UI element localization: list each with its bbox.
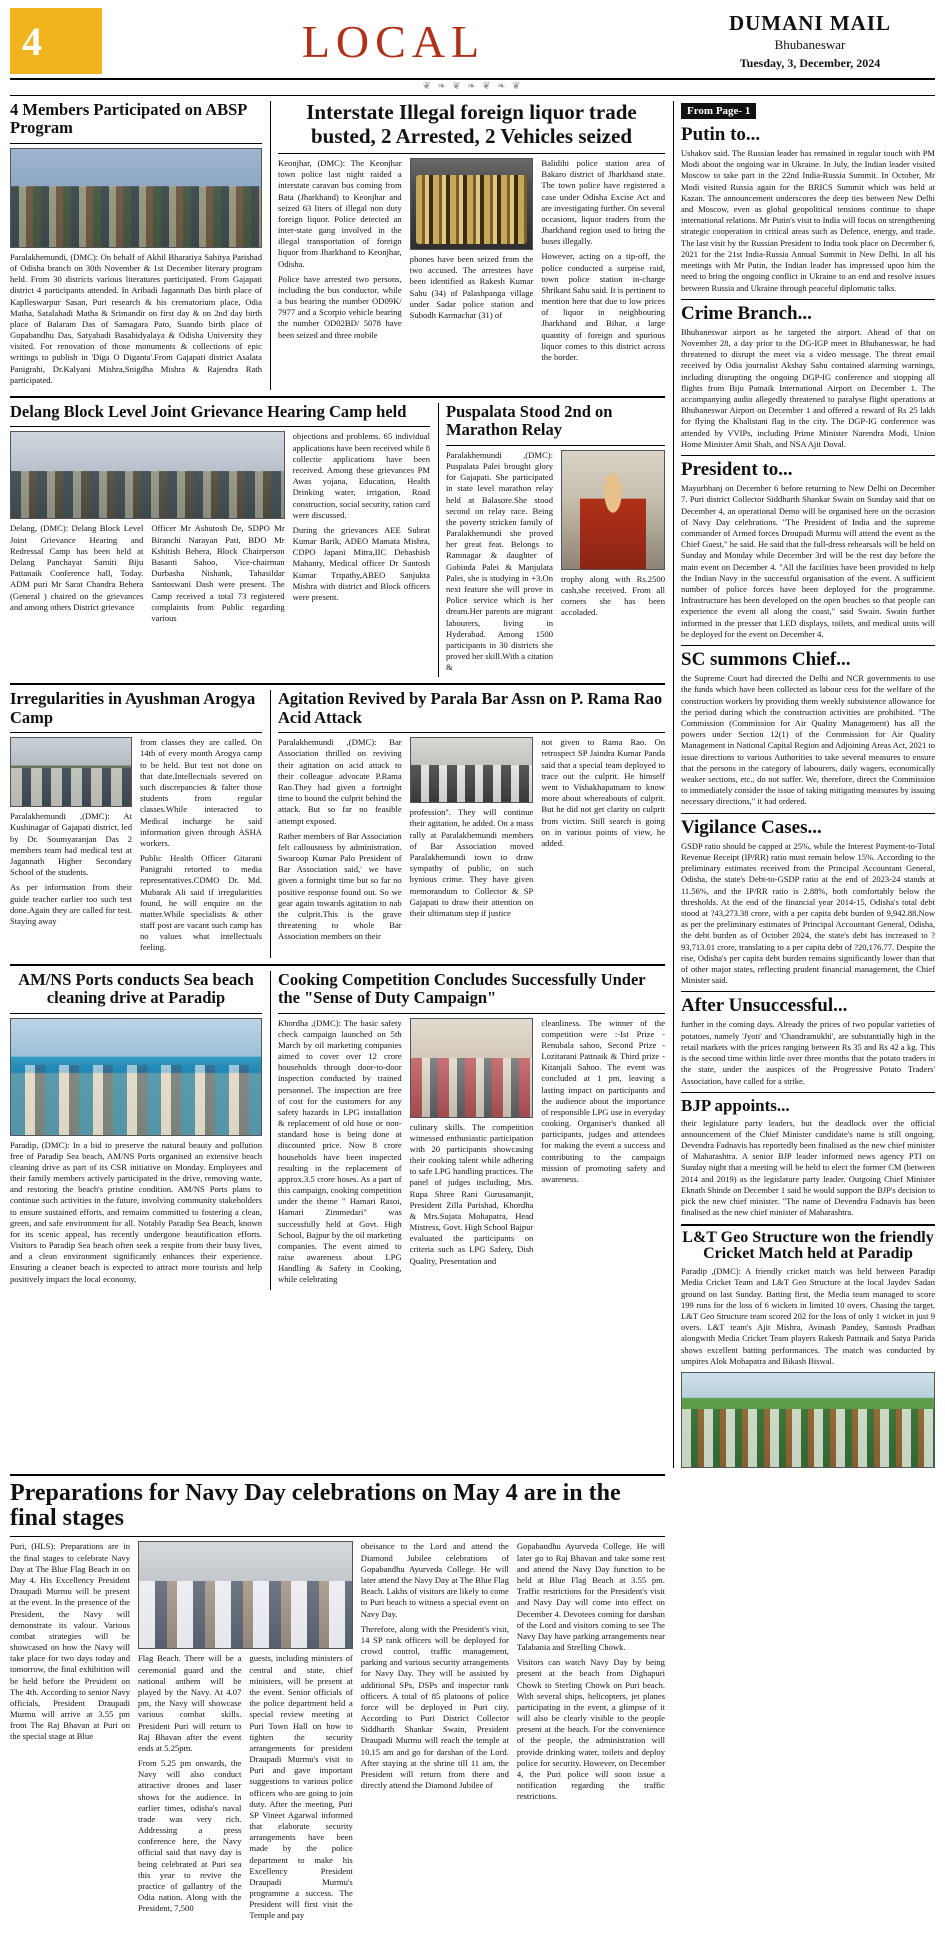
navy-col4b: Therefore, along with the President's visit, 14 SP rank officers will be deployed for crowd control, traffic management, parking and various security arrangements for Navy Day. They will be assisted by additional SPs, DSPs and inspector rank officers. A total of 85 platoons of police force will be deployed in Puri city. According to Puri District Collector Siddharth Shankar Swain, President Draupadi Murmu will reach the temple at 10.15 am and go for darshan of the Lord. After staying at the shrine till 11 am, the President will return from there and directly attend the Diamond Jubilee of: [360, 1623, 509, 1791]
bar-col1b: Rather members of Bar Association felt callousness by administration. Swaroop Kumar Palo President of Bar Association said,' we have given a fortnight time but so far no positive response found out. So we gear again towards agitation to nab the culprit.This is the grave threatening to whole Bar Association members on their: [278, 830, 402, 942]
masthead: [10, 8, 935, 80]
navy-photo: [138, 1541, 353, 1649]
article-delang: [10, 403, 430, 677]
cooking-photo: [410, 1018, 534, 1118]
navy-col1: Puri, (HLS): Preparations are in the final stages to celebrate Navy Day at The Blue Flag Beach in on May 4. His Excellency President Draupadi Murmu will be present at the event. In the presence of the President, the Navy will demonstrate its valour. Various combat strategies will be showcased on how the Navy will take place for two days today and tomorrow, the final exhibition will be held before the President on The 4th. According to senior Navy officials, President Draupadi Murmu will arrive at 3.55 pm from The Raj Bhavan at Puri on the special stage at Blue: [10, 1541, 130, 1742]
cricket-photo: [681, 1372, 935, 1468]
navy-headline: Preparations for Navy Day celebrations on May 4 are in the final stages: [10, 1480, 621, 1532]
cooking-headline: Cooking Competition Concludes Successfully Under the "Sense of Duty Campaign": [278, 969, 646, 1008]
rail-head-cricket: L&T Geo Structure won the friendly Cricket Match held at Paradip: [682, 1228, 934, 1263]
article-arogya: [10, 690, 262, 957]
navy-col5: Gopabandhu Ayurveda College. He will later go to Raj Bhavan and take some rest and attend the Navy Day function to be held at Blue Flag Beach at 3.55 pm. Traffic restrictions for the President's visit and Navy Day will come into effect on December 4. Devotees coming for darshan of the Lord and visitors coming to see The Navy Day have parking arrangements near Talabania and Strelling Chowk.: [516, 1541, 665, 1653]
arogya-col1b: As per information from their guide teacher earlier too such test done.Again they are called for test. Staying away: [10, 882, 132, 926]
liquor-col1: Keonjhar, (DMC): The Keonjhar town police last night raided a interstate caravan bus coming from Bata (Jharkhand) to Keonjhar and seized 63 liters of illegal non duty foreign liquor. Police detected an inter-state gang involved in the illegal transportation of foreign liquor from Jharkhand to Keonjhar, Odisha.: [278, 158, 402, 269]
cooking-col3: cleanliness. The winner of the competition were :-Ist Prize - Renubala sahoo, Second Prize - Lozitarani Pattnaik & Third prize -Kitanjali Sahoo. The event was concluded at 1 pm, leaving a lasting impact on participants and the audience about the importance of responsible LPG use in everyday cooking. Organiser's thanked all participants, judges and attendees for making the event a success and contributing to the campaign mission of promoting safety and awareness.: [541, 1017, 666, 1184]
rail-head-president: President to...: [681, 459, 793, 481]
arogya-col2b: Public Health Officer Gitarani Panigrahi retorted to media representatives.CDMO Dr. Md. Mubarak Ali said if irregularities found, he will enquire on the matter.While specialists & other staff post are vacant such camp has no values what intellectuals feeling.: [140, 853, 262, 953]
bar-col1: Paralakhemundi ,(DMC): Bar Association thrilled on reviving their agitation on acid attack to their colleague advocate P.Rama Rao.They had given a fortnight time to bound the culprit behind the attack. But so far no feasible attempt exposed.: [278, 737, 402, 826]
rail-head-crime-branch: Crime Branch...: [681, 302, 812, 324]
marathon-headline: Puspalata Stood 2nd on Marathon Relay: [446, 402, 613, 440]
cooking-col1: Khordha ,(DMC): The basic safety check campaign launched on 5th March by oil marketing companies aimed to cover over 12 crore households through door-to-door inspection conducted by trained personnel. The inspection are free of cost for the customers for any safety hazards in LPG installation & replacement of old hose or non-standard hose is being done at discounted price. Now 8 crore households have been inspected resulting in the replacement of approx.3.5 crore hoses. As a part of this campaign, cooking competition under the theme " Hamari Rasoi, Hamari Zimmedari" was successfully held at Govt. High School, Bajpur by the oil marketing companies. The event aimed to raise awareness about LPG Handling & Safety in Cooking, while celebrating: [278, 1017, 402, 1285]
arogya-col2: from classes they are called. On 14th of every month Arogya camp to be held. But test not done on that date.Intellectuals severed on such discrepancies & falter those students from regular classes.While interacted to Medical incharge he said information given through ASHA workers.: [140, 737, 262, 848]
liquor-col3b: However, acting on a tip-off, the police conducted a surprise raid, town police station in-charge Shrikant Sahu said. It is pertinent to mention here that due to low prices of liquor in neighbouring Jharkhand and Bihar, a large quantity of foreign and spurious liquor comes to this district across the border.: [541, 251, 666, 362]
rail-body-president: Mayurbhanj on December 6 before returning to New Delhi on December 7. Puri district Collector Siddharth Shankar Swain on Sunday said that on December 4, an operational Demo will be organised here on the occasion of Navy Day celebrations. "The President of India and the supreme commander of Armed forces Droupadi Murmu will attend the event as the Chief Guest," he said. He said that the full-dress rehearsals will be held on Sunday and Monday while December 3rd will be the rest day before the main event on December 4. "All the facilities have been provided to help the Indian Navy in the successful organisation of the event. A sufficient number of police forces have been deployed for the programme. Infrastructure has been developed on the open beaches so that people can experience the event all along the coast," said Swain. Swain further informed in the presser that LED displays, toilets, and medical units will be deployed for the event on December 4.: [681, 483, 935, 639]
arogya-photo: [10, 737, 132, 807]
delang-col3b: During the grievances AEE Subrat Kumar Barik, ADEO Mamata Mishra, CDPO Japani Mitra,IIC Debashish Mahanty, Medical officer Dr Santosh Kumar Tripathy,ABEO Sanjukta Mishra with district and Block officers were present.: [292, 524, 430, 602]
liquor-col2: phones have been seized from the two accused. The arrestees have been identified as Rakesh Kumar Sahu (34) of Palashpanga village under Sadar police station and Subodh Karmachar (31) of: [409, 254, 534, 320]
navy-col2b: From 5.25 pm onwards, the Navy will also conduct attractive drones and laser shows for the audience. In earlier times, odisha's naval trade was very rich. Addressing a press conference here, the Navy official said that navy day is being celebrated at Puri sea this year to revive the practice of gallantry of the Odia nation. Along with the President, 7,500: [138, 1758, 242, 1914]
main-content: [10, 101, 665, 1468]
absp-photo: [10, 148, 262, 248]
section-title-wrap: [102, 8, 685, 74]
rail-head-vigilance: Vigilance Cases...: [681, 816, 822, 838]
paper-city: Bhubaneswar: [774, 37, 846, 52]
liquor-col3: Balidihi police station area of Bakaro district of Jharkhand state. The town police have registered a case under Odisha Excise Act and are investigating further. On several occasions, liquor traders from the Jharkhand region used to bring the buses illegally.: [541, 158, 666, 247]
article-navy: [10, 1474, 665, 1926]
bar-col3: not given to Rama Rao. On retrospect SP Jaindra Kumar Panda said that a special team deployed to trace out the culprit. He himself went to Vishakhapatnam to know more about whereabouts of culprit. But he did not get clarity on culprit from victim. Still search is going on in various points of view, he added.: [541, 737, 666, 848]
article-marathon: [438, 403, 665, 677]
rail-body-crime-branch: Bhubaneswar airport as he targeted the airport. Ahead of that on November 28, a day prior to the DG-IGP meet in Bhubaneswar, he had threatened to disrupt the meet via a video message. The threat email received by Odia journalist Akshay Sahu contained alarming warnings, including disrupting the ongoing DGP-IG conference and stopping all flights from Biju Patnaik International Airport on December 1. The accompanying audio allegedly threatened to paralyse flight operations at Bhubaneswar Airport on December 1 and offered a reward of Rs 25 lakh for flying the Khalistani flag in the city. The DGP-IG conference was attended by VVIPs, including Prime Minister Narendra Modi, Union Home Minister Amit Shah, and NSA Ajit Doval.: [681, 326, 935, 449]
masthead-info: [685, 8, 935, 74]
delang-col2: Officer Mr Ashutosh De, SDPO Mr Biranchi Narayan Pati, BDO Mr Kshitish Behera, Block Chairperson Basanti Sahoo, Vice-chairman Durbasha Nishank, Tahasildar Santoswani Dash were present. The Camp received a total 73 registered complaints from Public regarding various: [151, 523, 285, 623]
section-title: LOCAL: [301, 15, 486, 67]
rail-body-putin: Ushakov said. The Russian leader has remained in regular touch with PM Modi about the ongoing war in Ukraine. In July, the Indian leader visited Moscow to take part in the 22nd India-Russia Summit. In October, Mr Modi visited Russia again for the BRICS Summit which was held at Kazan. The announcement underscores the deep ties between New Delhi and Moscow, even as global geopolitical tensions continue to shape international relations. Mr Putin's visit to India will focus on strengthening strategic cooperation in critical areas such as Defence, energy, and trade. The last visit by the Russian President to India took place on December 6, 2021 for the 21st India-Russia Annual Summit in New Delhi. In all his meetings with Mr Putin, the Indian leader has impressed upon him the need to bring the ongoing conflict in Ukraine to an end and resolve issues between Russia and Ukraine through peaceful diplomatic talks.: [681, 147, 935, 293]
from-page-one-rail: [673, 101, 935, 1468]
delang-headline: Delang Block Level Joint Grievance Hearing Camp held: [10, 402, 407, 421]
ports-photo: [10, 1018, 262, 1136]
bar-headline: Agitation Revived by Parala Bar Assn on P. Rama Rao Acid Attack: [278, 689, 663, 727]
rail-body-after-unsuccessful: further in the coming days. Already the prices of two popular varieties of potatoes, namely 'Jyoti' and 'Chandramukhi', are substantially high in the retail markets with the prices ranging between Rs 35 and Rs 42 a kg. This is the second time within little over three months that the potato traders in the state, under the auspices of the Progressive Potato Traders' Association, have called for a strike.: [681, 1019, 935, 1086]
article-cooking: [270, 971, 665, 1290]
ports-body: Paradip, (DMC): In a bid to preserve the natural beauty and pollution free of Paradip Sea beach, AM/NS Ports organised an extensive beach cleaning drive as part of its CSR initiative on Monday. Employees and their family members actively participated in the drive, removing waste, and restoring the beach's pristine condition. AM/NS Ports plans to continue such activities in the future, involving community stakeholders to ensure sustained efforts, and remains committed to fostering a clean, green, and safe environment for all. Notably Paradip Sea Beach, known for its scenic appeal, has recently undergone beautification efforts. Visitors to Paradip Sea beach often seek a respite from their busy lives, and a clean environment significantly enhances their experience. Ensuring a cleaner beach is expected to attract more tourists and help positively impact the local economy,: [10, 1139, 262, 1284]
marathon-col1: Paralakhemundi ,(DMC): Puspalata Palei brought glory for Gajapati. She participated in state level marathon relay held at Balasore.She stood second on relay race. Being the poverty stricken family of Paralakhemundi she proved her great feat. Belongs to Ramnagar & daughter of Gobinda Palei & Manjulata Palei, she is studying in +3.On next feature she will prove in Police service which is her dream.Her parents are migrant labourers, living in Hyderabad. Among 1500 participants in 30 districts she proved her skill.With a citation &: [446, 449, 553, 673]
cooking-col2: culinary skills. The competition witnessed enthusiastic participation with 20 participants showcasing their cooking talent while adhering to safe LPG handling practices. The panel of judges including, Mrs. Rupa Shree Rani Gurusamanjit, President Zilla Parishad, Khordha & Mrs.Sujata Mohapatra, Head Mistress, Govt. High School Bajpur evaluated the participants on criteria such as LPG Safety, Dish Quality, Presentation and: [409, 1121, 534, 1266]
rail-head-bjp-appoints: BJP appoints...: [681, 1095, 790, 1115]
arogya-headline: Irregularities in Ayushman Arogya Camp: [10, 689, 256, 727]
marathon-col2: trophy along with Rs.2500 cash,she received. From all corners she has been accoladed.: [561, 573, 665, 618]
navy-col3: guests, including ministers of central and state, chief ministers, will be present at the event. Senior officials of the police department held a special review meeting at Puri Town Hall on how to tighten the security arrangements for president Draupadi Murmu's visit to Puri and gave important suggestions to various police officers who are going to join duty. After the meeting, Puri SP Vineet Agarwal informed that elaborate security arrangements have been made by the police department to make his Excellency President Draupadi Murmu's programme a success. The President will first visit the Temple and pay: [249, 1653, 353, 1921]
bar-photo: [410, 737, 534, 803]
paper-name: DUMANI MAIL: [728, 11, 892, 35]
rail-body-vigilance: GSDP ratio should be capped at 25%, while the Interest Payment-to-Total Revenue Receipt (IP/RR) ratio must remain below 15%. According to the preliminary estimates received from the Principal Accountant General, Odisha, the state's Debt-to-GSDP ratio at the end of 2023-24 stands at 11.56%, and the IP/RR ratio is 2.88%, both comfortably below the thresholds. At the end of the financial year 2014-15, Odisha's total debt stood at ?43,273.38 crore, with a per capita debt burden of 9,942.88.Now as per the preliminary estimates of Principal Accountant General, Odisha, the debt burden as of October 2024, the state's debt has increased to ?93,713.01 crore, translating to a per capita debt of ?20,176.77. Despite the rise, Odisha's per capita debt burden remains significantly lower than that of other major states, reflecting prudent financial management, the Chief Minister said.: [681, 840, 935, 986]
bar-col2: profession''. They will continue their agitation, he added. On a mass rally at Paralakhemundi members of Bar Association moved Paralakhemundi town to draw sympathy of public, on such hynious crime. They have given memorandum to Collector & SP Gajapati to draw their attention on their ultimatum step if justice: [409, 807, 534, 918]
navy-col2: Flag Beach. There will be a ceremonial guard and the national anthem will be played by the Navy. At 4.07 pm, the Navy will showcase various combat skills. President Puri will return to Raj Bhavan after the event ends at 5.25pm.: [138, 1653, 242, 1753]
page-number: 4: [10, 8, 102, 74]
paper-date: Tuesday, 3, December, 2024: [739, 56, 881, 70]
rail-head-after-unsuccessful: After Unsuccessful...: [681, 995, 848, 1017]
rail-head-putin: Putin to...: [681, 124, 761, 145]
rail-head-sc-summons: SC summons Chief...: [681, 649, 851, 671]
ornament-divider: ❦ ❧ ❦ ❧ ❦ ❧ ❦: [10, 80, 935, 96]
absp-body: Paralakhemundi, (DMC): On behalf of Akhil Bharatiya Sahitya Parishad of Odisha branch on 30th November & 1st December literary program held. From 30 districts various literatures participated. From Gajapati district 4 participants attended. In Aribadi Jagannath Das birth place of Kaplleswarpur Sasan, Puri research & his crematorium place, Odia Matha, Satalahadi Matha & Srimandir on first day & on 2nd day birth place of Balaram Das of Samagara Pato, Suando birth place of Gopabandhu Das, Satyabadi Basabidyalaya & Odisha University they visited. For renovation of those monuments & collections of epic writings to publish in 'Diga O Diganta'.From Gajapati district Asalata Panigrahi, Dr.Kalyani Mishra,Snigdha Mishra & Rajendra Rath participated.: [10, 251, 262, 385]
delang-col1: Delang, (DMC): Delang Block Level Joint Grievance Hearing and Redressal Camp has been held at Delang Panchayat Samiti Biju Pattanaik Conference hall, Today. ADM puri Mr Sarat Chandra Behera (General ) chaired on the grievances and among others District grievance: [10, 523, 144, 612]
rail-body-bjp-appoints: their legislature party leaders, but the deadlock over the official announcement of the Chief Minister candidate's name is still ongoing. Devendra Fadnavis has reportedly been finalised as the new chief minister of Maharashtra. A senior BJP leader informed news agency PTI on Sunday night that a meeting will be held to elect the former CM (between 2014 and 2019) as the legislature party leader. Outgoing Chief Minister Eknath Shinde on December 1 said he would support the BJP's decision to pick the new chief minister. "The name of Devendra Fadnavis has been finalised as the new chief minister of Maharashtra.: [681, 1117, 935, 1218]
absp-headline: 4 Members Participated on ABSP Program: [10, 100, 247, 138]
article-ports: [10, 971, 262, 1290]
ports-headline: AM/NS Ports conducts Sea beach cleaning drive at Paradip: [18, 969, 254, 1008]
liquor-headline: Interstate Illegal foreign liquor trade busted, 2 Arrested, 2 Vehicles seized: [306, 100, 637, 148]
article-bar: [270, 690, 665, 957]
marathon-photo: [561, 450, 665, 570]
delang-col3: objections and problems. 65 individual applications have been received while 8 collectie applications have been received. Among these grievances PM Awas yojana, Education, Health Drinking water, irrigation, Road construction, social security, ration card were discussed.: [292, 431, 430, 520]
liquor-col1b: Police have arrested two persons, including the bus conductor, while a bus bearing the number OD09K/ 7977 and a Scorpio vehicle bearing the number OD02BD/ 5078 have been seized and three mobile: [278, 273, 402, 340]
arogya-col1: Paralakhemundi ,(DMC): At Kushinagar of Gajapati district, led by Dr. Soumyaranjan Das 2 members team had medical test at Jagannath Higher Secondary School of the students.: [10, 811, 132, 878]
rail-body-cricket: Paradip ,(DMC): A friendly cricket match was held between Paradip Media Cricket Team and L&T Geo Structure at the local Jaydev Sadan ground on last Sunday. Batting first, the Media team managed to score 199 runs for the loss of 6 wickets in limited 10 overs. Chasing the target, L&T Geo Structure team scored 202 for the loss of only 1 wicket in just 9 overs. L&T team's Ajit Mishra, Avinash Pandey, Santosh Pradhan alongwith Media Cricket Team players Rakesh Pattnaik and Satya Parida shows excellent batting performances. The match was conducted by umpires Alok Mohapatra and Bikash Biswal.: [681, 1266, 935, 1366]
article-liquor: [270, 101, 665, 390]
rail-body-sc-summons: the Supreme Court had directed the Delhi and NCR governments to use the funds which have been collected as labour cess for the welfare of the construction workers by providing them weekly subsistence allowance for the period during which the construction activities are prohibited. "The Commission (Commission for Air Quality Management) has all the powers under Section 12(1) of the Commission for Air Quality Management in National Capital Region and Adjoining Areas Act, 2021 to issue directions to various Authorities to take several measures to ensure that the persons in the category of labourers, daily wagers, economically weaker sections, etc., do not suffer. We, therefore, direct the Commission to immediately consider the issue of taking mitigating measures by issuing necessary directions," it had ordered.: [681, 673, 936, 807]
navy-col5b: Visitors can watch Navy Day by being present at the beach from Dighapuri Chowk to Sterling Chowk on Puri beach. With several ships, helicopters, jet planes participating in the event, a glimpse of it will also be clearly visible to the people present at the beach. For the convenience of the people, the administration will provide drinking water, toilets and deploy police for security. However, on December 4, the Puri police will soon issue a notification regarding the traffic restrictions.: [516, 1657, 665, 1802]
rail-tag: From Page- 1: [681, 103, 756, 119]
article-absp: [10, 101, 262, 390]
delang-photo: [10, 431, 285, 519]
liquor-photo: [410, 158, 534, 250]
navy-col4: obeisance to the Lord and attend the Diamond Jubilee celebrations of Gopabandhu Ayurveda College. He will later attend the Navy Day at The Blue Flag Beach. Lakhs of visitors are likely to come to Puri beach to witness a special event on Navy Day.: [360, 1541, 509, 1619]
